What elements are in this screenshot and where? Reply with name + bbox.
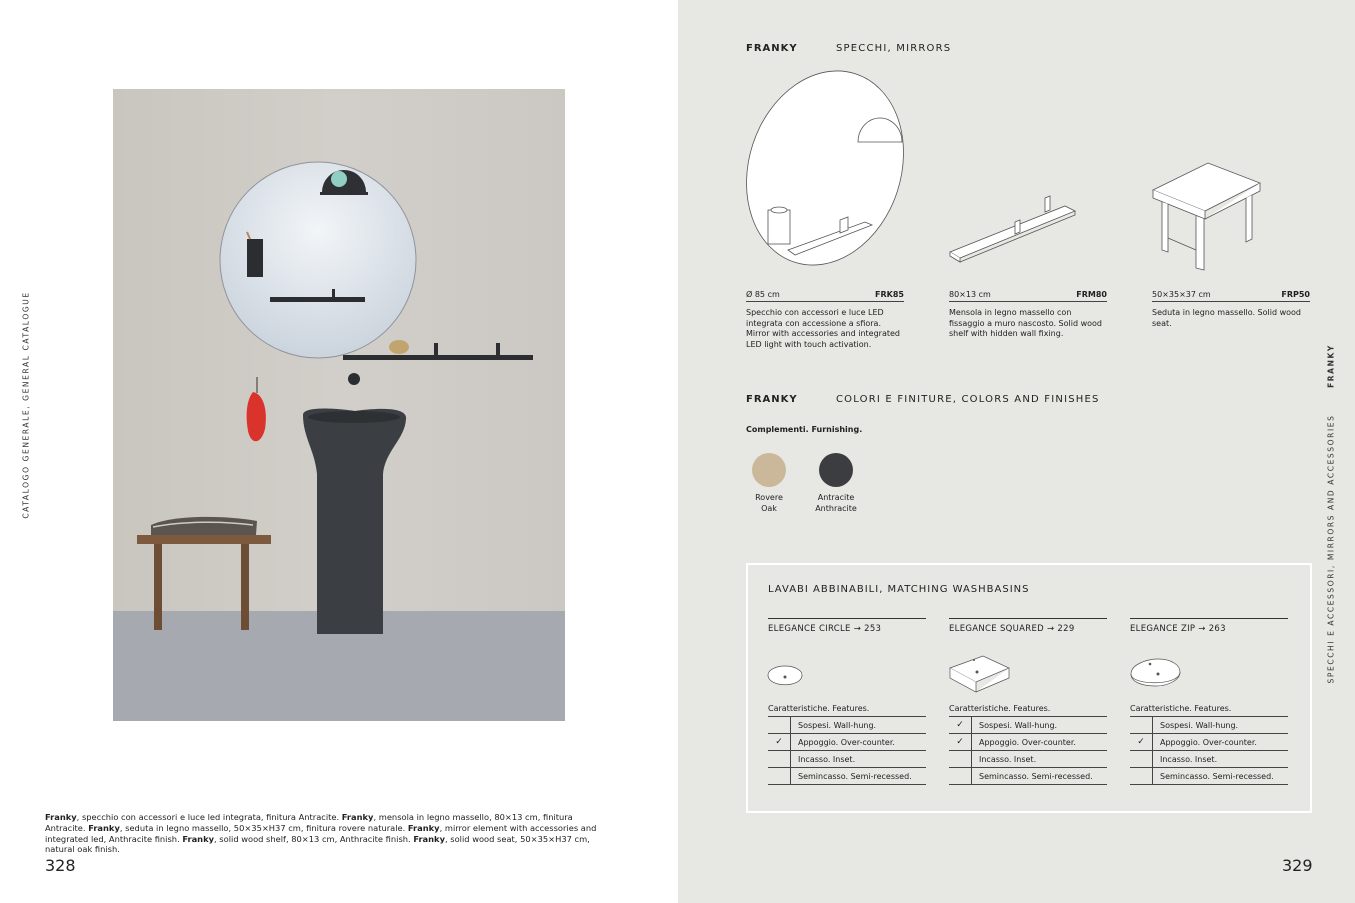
features-label: Caratteristiche. Features. (949, 704, 1107, 717)
caption-text: , mensola in legno massello, 80×13 cm, finitura Antracite. (45, 812, 573, 833)
caption-text: , seduta in legno massello, 50×35×H37 cm, finitura rovere naturale. (119, 822, 408, 833)
left-side-label: CATALOGO GENERALE, GENERAL CATALOGUE (21, 291, 31, 519)
washbasin-column (949, 618, 1107, 785)
product-desc: Specchio con accessori e luce LED integrata con accessione a sfiora. Mirror with accessories and integrated LED light with touch activation. (746, 308, 900, 349)
product-size: 50×35×37 cm (1152, 290, 1211, 299)
shelf-drawing (945, 190, 1080, 270)
swatch-oak (752, 453, 786, 487)
product-photo (113, 89, 565, 721)
basin-zip-drawing (1128, 656, 1183, 694)
swatch-anthracite-label: Antracite Anthracite (815, 493, 857, 513)
basin-squared-drawing (947, 652, 1012, 697)
page-number-right: 329 (1282, 856, 1313, 875)
feature-label: Appoggio. Over-counter. (979, 737, 1076, 747)
empty-check-cell (949, 751, 972, 767)
washbasins-title: LAVABI ABBINABILI, MATCHING WASHBASINS (768, 584, 1030, 595)
caption-bold: Franky (88, 822, 120, 833)
empty-check-cell (768, 751, 791, 767)
washbasin-name: ELEGANCE CIRCLE → 253 (768, 618, 926, 634)
caption-text: , solid wood seat, 50×35×H37 cm, natural oak finish. (45, 833, 590, 855)
page-number-left: 328 (45, 856, 76, 875)
caption-bold: Franky (45, 812, 77, 822)
feature-label: Incasso. Inset. (1160, 754, 1218, 764)
product-code: FRP50 (1281, 290, 1310, 299)
product-size: 80×13 cm (949, 290, 991, 299)
empty-check-cell (1130, 768, 1153, 784)
empty-check-cell (768, 768, 791, 784)
feature-row (768, 768, 926, 785)
caption-bold: Franky (341, 812, 374, 822)
caption-text: , specchio con accessori e luce led integrata, finitura Antracite. (76, 812, 342, 822)
feature-row (949, 751, 1107, 768)
empty-check-cell (949, 768, 972, 784)
product-frm80 (949, 290, 1107, 340)
features-label: Caratteristiche. Features. (768, 704, 926, 717)
section2-title: COLORI E FINITURE, COLORS AND FINISHES (836, 394, 1100, 405)
feature-row (1130, 768, 1288, 785)
check-icon: ✓ (768, 734, 791, 750)
feature-label: Semincasso. Semi-recessed. (798, 771, 912, 781)
caption-text: , solid wood shelf, 80×13 cm, Anthracite finish. (214, 833, 414, 844)
section1-title: SPECCHI, MIRRORS (836, 43, 952, 54)
feature-row (949, 768, 1107, 785)
feature-row (1130, 751, 1288, 768)
section2-brand: FRANKY (746, 394, 798, 405)
swatch-oak-label: Rovere Oak (755, 493, 783, 513)
feature-label: Appoggio. Over-counter. (798, 737, 895, 747)
empty-check-cell (1130, 717, 1153, 733)
right-side-label: SPECCHI E ACCESSORI, MIRRORS AND ACCESSORIES (1326, 414, 1336, 684)
product-code: FRK85 (875, 290, 904, 299)
product-desc: Seduta in legno massello. Solid wood seat. (1152, 308, 1301, 328)
feature-row (1130, 717, 1288, 734)
feature-row (768, 717, 926, 734)
washbasin-name: ELEGANCE SQUARED → 229 (949, 618, 1107, 634)
product-frk85 (746, 290, 904, 350)
feature-label: Incasso. Inset. (979, 754, 1037, 764)
washbasin-name: ELEGANCE ZIP → 263 (1130, 618, 1288, 634)
section1-brand: FRANKY (746, 43, 798, 54)
complements-label: Complementi. Furnishing. (746, 425, 863, 434)
feature-row (1130, 734, 1288, 751)
stool-drawing (1148, 158, 1266, 273)
washbasin-column (768, 618, 926, 785)
check-icon: ✓ (949, 734, 972, 750)
caption-bold: Franky (182, 833, 215, 844)
product-frp50 (1152, 290, 1310, 329)
feature-label: Sospesi. Wall-hung. (979, 720, 1058, 730)
feature-label: Sospesi. Wall-hung. (1160, 720, 1239, 730)
product-size: Ø 85 cm (746, 290, 780, 299)
mirror-drawing (740, 62, 915, 277)
feature-label: Semincasso. Semi-recessed. (979, 771, 1093, 781)
empty-check-cell (768, 717, 791, 733)
check-icon: ✓ (1130, 734, 1153, 750)
basin-circle-drawing (766, 662, 806, 694)
feature-label: Semincasso. Semi-recessed. (1160, 771, 1274, 781)
swatch-anthracite (819, 453, 853, 487)
product-desc: Mensola in legno massello con fissaggio a muro nascosto. Solid wood shelf with hidden wall fixing. (949, 308, 1102, 338)
caption-bold: Franky (413, 833, 445, 844)
caption-text: , mirror element with accessories and integrated led, Anthracite finish. (45, 822, 597, 844)
caption-bold: Franky (407, 822, 440, 833)
feature-row (949, 734, 1107, 751)
feature-label: Incasso. Inset. (798, 754, 856, 764)
right-side-label-brand: FRANKY (1326, 344, 1336, 388)
product-code: FRM80 (1076, 290, 1107, 299)
feature-row (768, 751, 926, 768)
feature-label: Sospesi. Wall-hung. (798, 720, 877, 730)
washbasin-column (1130, 618, 1288, 785)
feature-label: Appoggio. Over-counter. (1160, 737, 1257, 747)
feature-row (949, 717, 1107, 734)
empty-check-cell (1130, 751, 1153, 767)
features-label: Caratteristiche. Features. (1130, 704, 1288, 717)
check-icon: ✓ (949, 717, 972, 733)
photo-caption (45, 812, 610, 855)
feature-row (768, 734, 926, 751)
